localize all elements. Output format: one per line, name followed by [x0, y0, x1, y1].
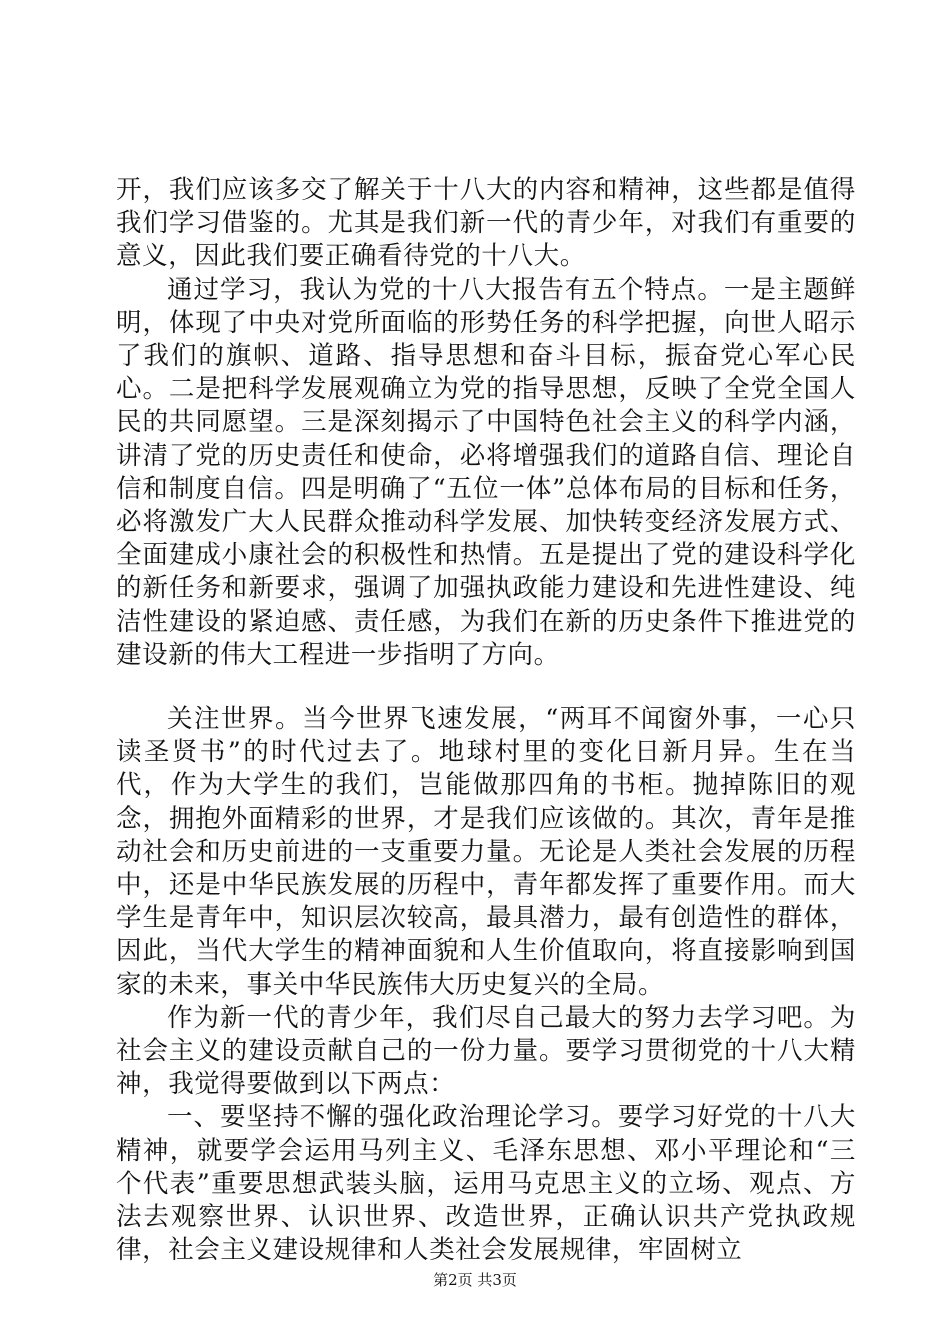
paragraph-point-one: 一、要坚持不懈的强化政治理论学习。要学习好党的十八大精神，就要学会运用马列主义、毛泽东思想、邓小平理论和“三个代表”重要思想武装头脑，运用马克思主义的立场、观点、方法去观察世界、认识世界、改造世界，正确认识共产党执政规律，社会主义建设规律和人类社会发展规律，牢固树立: [116, 1102, 856, 1266]
paragraph-focus-world: 关注世界。当今世界飞速发展，“两耳不闻窗外事，一心只读圣贤书”的时代过去了。地球村里的变化日新月异。生在当代，作为大学生的我们，岂能做那四角的书柜。抛掉陈旧的观念，拥抱外面精彩的世界，才是我们应该做的。其次，青年是推动社会和历史前进的一支重要力量。无论是人类社会发展的历程中，还是中华民族发展的历程中，青年都发挥了重要作用。而大学生是青年中，知识层次较高，最具潜力，最有创造性的群体，因此，当代大学生的精神面貌和人生价值取向，将直接影响到国家的未来，事关中华民族伟大历史复兴的全局。: [116, 704, 856, 1000]
page-number-footer: 第2页 共3页: [433, 1271, 517, 1289]
paragraph-new-generation: 作为新一代的青少年，我们尽自己最大的努力去学习吧。为社会主义的建设贡献自己的一份力量。要学习贯彻党的十八大精神，我觉得要做到以下两点：: [116, 1002, 856, 1100]
document-body: [116, 174, 856, 1268]
paragraph-continuation: 开，我们应该多交了解关于十八大的内容和精神，这些都是值得我们学习借鉴的。尤其是我们新一代的青少年，对我们有重要的意义，因此我们要正确看待党的十八大。: [116, 175, 856, 272]
paragraph-spacer: [116, 672, 856, 703]
paragraph-report-features: 通过学习，我认为党的十八大报告有五个特点。一是主题鲜明，体现了中央对党所面临的形势任务的科学把握，向世人昭示了我们的旗帜、道路、指导思想和奋斗目标，振奋党心军心民心。二是把科学发展观确立为党的指导思想，反映了全党全国人民的共同愿望。三是深刻揭示了中国特色社会主义的科学内涵，讲清了党的历史责任和使命，必将增强我们的道路自信、理论自信和制度自信。四是明确了“五位一体”总体布局的目标和任务，必将激发广大人民群众推动科学发展、加快转变经济发展方式、全面建成小康社会的积极性和热情。五是提出了党的建设科学化的新任务和新要求，强调了加强执政能力建设和先进性建设、纯洁性建设的紧迫感、责任感，为我们在新的历史条件下推进党的建设新的伟大工程进一步指明了方向。: [116, 274, 856, 670]
